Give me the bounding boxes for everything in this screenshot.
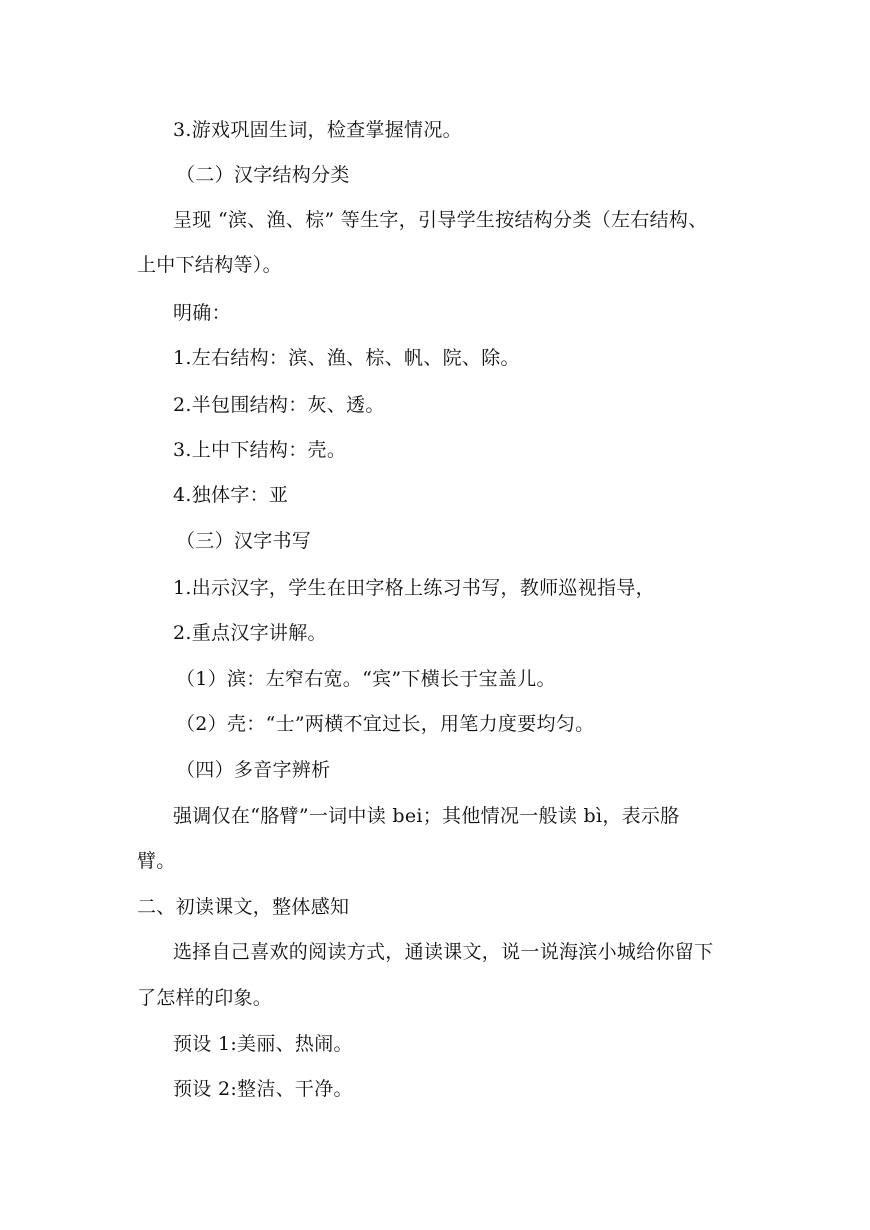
text-line: （2）壳：“士”两横不宜过长，用笔力度要均匀。 bbox=[176, 713, 595, 735]
text-line: 预设 1:美丽、热闹。 bbox=[173, 1033, 353, 1055]
text-line: （1）滨：左窄右宽。“宾”下横长于宝盖儿。 bbox=[176, 668, 556, 690]
text-line: 2.重点汉字讲解。 bbox=[173, 622, 327, 644]
text-line: 了怎样的印象。 bbox=[137, 987, 273, 1009]
text-line: 2.半包围结构：灰、透。 bbox=[173, 394, 385, 416]
text-line: 1.左右结构：滨、渔、棕、帆、院、除。 bbox=[173, 347, 520, 369]
section-heading: 二、初读课文，整体感知 bbox=[137, 896, 350, 918]
section-heading: （二）汉字结构分类 bbox=[176, 164, 350, 186]
text-line: 呈现 “滨、渔、棕” 等生字，引导学生按结构分类（左右结构、 bbox=[173, 209, 708, 231]
text-line: 3.游戏巩固生词，检查掌握情况。 bbox=[173, 119, 462, 141]
text-line: 臂。 bbox=[137, 850, 176, 872]
text-line: 明确： bbox=[173, 302, 231, 324]
text-line: 4.独体字：亚 bbox=[173, 484, 289, 506]
text-line: 强调仅在“胳臂”一词中读 bei；其他情况一般读 bì，表示胳 bbox=[173, 805, 680, 827]
text-line: 预设 2:整洁、干净。 bbox=[173, 1078, 353, 1100]
text-line: 3.上中下结构：壳。 bbox=[173, 439, 347, 461]
section-heading: （四）多音字辨析 bbox=[176, 759, 331, 781]
text-line: 选择自己喜欢的阅读方式，通读课文，说一说海滨小城给你留下 bbox=[173, 941, 714, 963]
section-heading: （三）汉字书写 bbox=[176, 530, 312, 552]
text-line: 上中下结构等）。 bbox=[137, 254, 282, 276]
text-line: 1.出示汉字，学生在田字格上练习书写，教师巡视指导， bbox=[173, 577, 655, 599]
